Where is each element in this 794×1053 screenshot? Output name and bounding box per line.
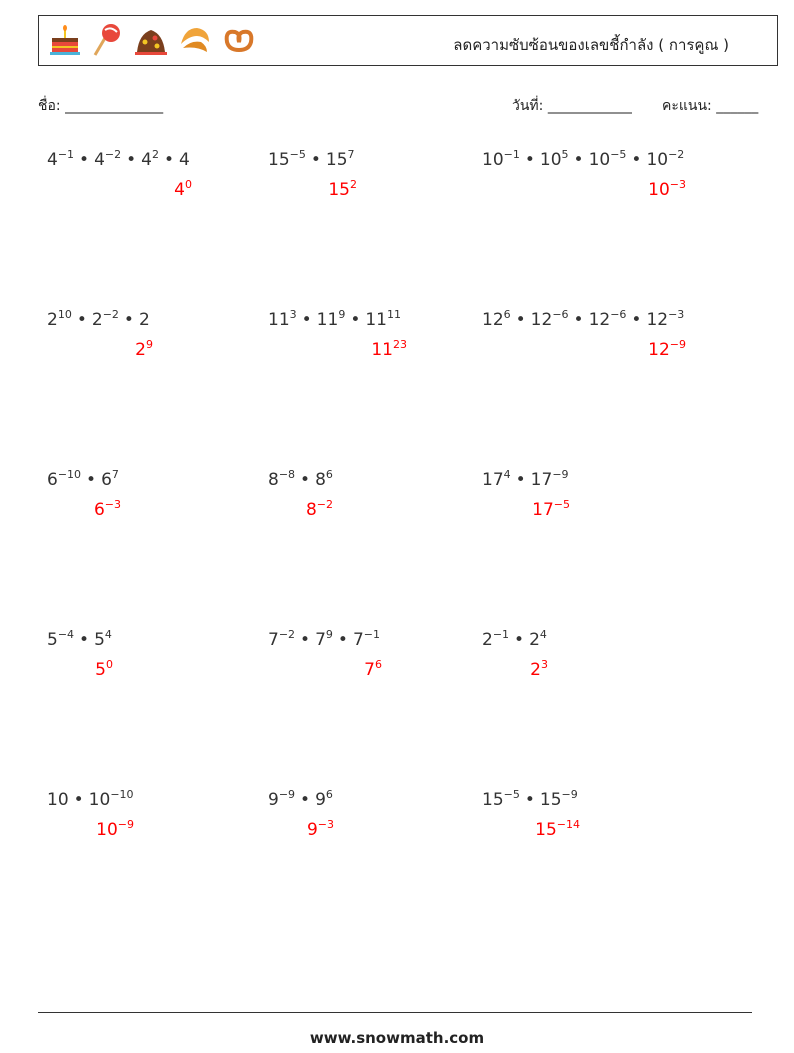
problem-expression: $9^{-9}$ • $9^6$ [268, 788, 333, 810]
worksheet-header [38, 15, 778, 66]
problem-answer: $4^0$ [174, 178, 192, 200]
problem-expression: $15^{-5}$ • $15^7$ [268, 148, 355, 170]
problem-answer: $7^6$ [364, 658, 382, 680]
problem-expression: $2^{10}$ • $2^{-2}$ • 2 [47, 308, 150, 330]
footer-divider [38, 1012, 752, 1013]
problem-answer: $8^{-2}$ [305, 498, 333, 520]
problem-expression: $7^{-2}$ • $7^9$ • $7^{-1}$ [268, 628, 380, 650]
worksheet-title: ลดความซับซ้อนของเลขชี้กำลัง ( การคูณ ) [453, 36, 729, 54]
problem-expression: $17^4$ • $17^{-9}$ [482, 468, 569, 490]
problem-answer: $10^{-9}$ [96, 818, 134, 840]
problem-answer: $17^{-5}$ [532, 498, 570, 520]
problem-answer: $2^3$ [530, 658, 548, 680]
problem-expression: $12^6$ • $12^{-6}$ • $12^{-6}$ • $12^{-3}$ [482, 308, 685, 330]
problem-answer: $5^0$ [95, 658, 113, 680]
footer-url: www.snowmath.com [309, 1029, 485, 1047]
problem-answer: $11^{23}$ [371, 338, 407, 360]
name-field: ชื่อ: ______________ [38, 98, 164, 114]
problem-answer: $10^{-3}$ [648, 178, 686, 200]
date-field: วันที่: ____________ [512, 98, 632, 114]
lollipop-icon [89, 22, 125, 58]
birthday-cake-icon [47, 22, 83, 58]
croissant-icon [177, 22, 213, 58]
problem-answer: $2^9$ [135, 338, 153, 360]
problem-expression: $2^{-1}$ • $2^4$ [482, 628, 547, 650]
problem-expression: $15^{-5}$ • $15^{-9}$ [482, 788, 578, 810]
problem-answer: $12^{-9}$ [648, 338, 686, 360]
problem-expression: $6^{-10}$ • $6^7$ [47, 468, 119, 490]
problem-answer: $6^{-3}$ [93, 498, 121, 520]
problem-answer: $9^{-3}$ [306, 818, 334, 840]
problem-answer: $15^2$ [328, 178, 357, 200]
problem-expression: 10 • $10^{-10}$ [47, 788, 134, 810]
chocolate-cake-icon [133, 22, 169, 58]
score-field: คะแนน: ______ [662, 98, 759, 114]
problem-answer: $15^{-14}$ [535, 818, 580, 840]
problem-expression: $8^{-8}$ • $8^6$ [268, 468, 333, 490]
problem-expression: $4^{-1}$ • $4^{-2}$ • $4^2$ • 4 [47, 148, 190, 170]
pretzel-icon [221, 22, 257, 58]
problem-expression: $11^3$ • $11^9$ • $11^{11}$ [268, 308, 401, 330]
problem-expression: $5^{-4}$ • $5^4$ [47, 628, 112, 650]
problem-expression: $10^{-1}$ • $10^5$ • $10^{-5}$ • $10^{-2}$ [482, 148, 685, 170]
